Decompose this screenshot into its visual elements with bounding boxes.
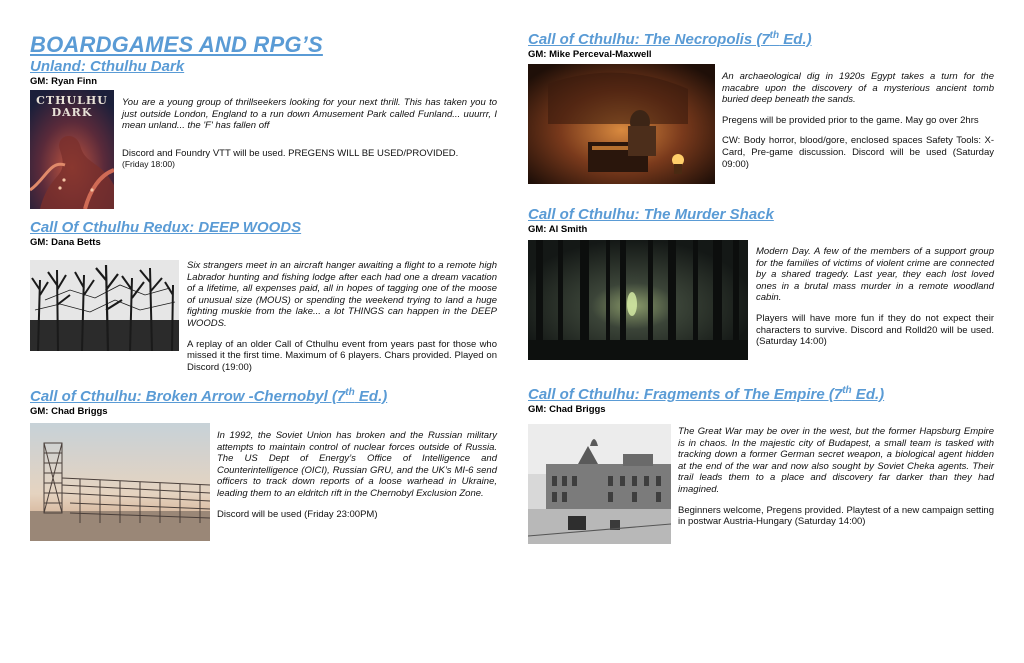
- event-details: Players will have more fun if they do not expect their characters to survive. Discord and Rolld20 will be used. (Saturday 14:00): [756, 312, 994, 348]
- event-description: The Great War may be over in the west, but the former Hapsburg Empire is in chaos. In the majestic city of Budapest, a small team is tasked with tracking down a former German secret weapon, a biological agent hidden at the end of the war and now also sought by Soviet Cheka agents. Their trail leads them to a place and discovery far darker than they had imagined.: [678, 426, 994, 495]
- event-unland-text: [122, 97, 497, 171]
- event-title: Call of Cthulhu: Broken Arrow -Chernobyl (7th Ed.): [30, 387, 388, 405]
- event-description: You are a young group of thrillseekers looking for your next thrill. This has taken you to just outside London, England to a run down Amusement Park called Funland... uuurrr, I mean unland... the 'F' has fallen off: [122, 97, 497, 132]
- event-details: A replay of an older Call of Cthulhu event from years past for those who missed it the first time. Maximum of 6 players. Chars provided. Played on Discord (19:00): [187, 338, 497, 373]
- event-time: (Friday 18:00): [122, 159, 175, 170]
- event-broken-arrow: [30, 388, 387, 418]
- event-fragments-text: [678, 426, 994, 528]
- event-description: An archaeological dig in 1920s Egypt takes a turn for the macabre upon the discovery of a mysterious ancient tomb buried deep beneath the sands.: [722, 71, 994, 106]
- page-title: BOARDGAMES AND RPG’S: [30, 32, 323, 57]
- event-title: Unland: Cthulhu Dark: [30, 58, 185, 75]
- event-murder-shack: [528, 206, 774, 236]
- cthulhu-dark-cover-image: [30, 90, 114, 209]
- event-murder-shack-text: [756, 246, 994, 348]
- event-details-2: CW: Body horror, blood/gore, enclosed spaces Safety Tools: X-Card, Pre-game discussion. Discord will be used (Saturday 09:00): [722, 135, 994, 170]
- budapest-image: [528, 424, 671, 544]
- event-details: Discord will be used (Friday 23:00PM): [217, 508, 378, 520]
- event-necropolis: [528, 31, 812, 61]
- event-title: Call of Cthulhu: Fragments of The Empire (7th Ed.): [528, 385, 885, 403]
- event-deep-woods-text: [187, 260, 497, 373]
- event-unland: [30, 58, 184, 88]
- event-details: Discord and Foundry VTT will be used. PREGENS WILL BE USED/PROVIDED.: [122, 147, 459, 159]
- deep-woods-image: [30, 260, 179, 351]
- event-deep-woods: [30, 219, 301, 249]
- event-fragments: [528, 386, 884, 416]
- cover-title: CTHULHU DARK: [36, 94, 108, 119]
- murder-shack-image: [528, 240, 748, 360]
- event-description: Modern Day. A few of the members of a support group for the families of victims of violent crime are connected by a shared tragedy. Last year, they each lost loved ones in a brutal mass murder in a remote woodland cabin.: [756, 246, 994, 304]
- event-gm: GM: Dana Betts: [30, 237, 101, 248]
- event-gm: GM: Ryan Finn: [30, 76, 98, 87]
- necropolis-image: [528, 64, 715, 184]
- event-description: Six strangers meet in an aircraft hanger awaiting a flight to a remote high Labrador hunting and fishing lodge after each had one a dream vacation of a lifetime, all expenses paid, all in hopes of tagging one of the moose of unusual size (MOUS) or spending the weekend trying to land a huge fighting muskie from the lake... a lot THINGS can happen in the DEEP WOODS.: [187, 260, 497, 329]
- event-title: Call of Cthulhu: The Murder Shack: [528, 206, 774, 223]
- event-title: Call of Cthulhu: The Necropolis (7th Ed.): [528, 30, 812, 48]
- event-details: Beginners welcome, Pregens provided. Playtest of a new campaign setting in postwar Austria-Hungary (Saturday 14:00): [678, 504, 994, 528]
- event-gm: GM: Mike Perceval-Maxwell: [528, 49, 652, 60]
- event-gm: GM: Al Smith: [528, 224, 588, 235]
- event-gm: GM: Chad Briggs: [30, 406, 108, 417]
- event-broken-arrow-text: [217, 430, 497, 520]
- chernobyl-image: [30, 423, 210, 541]
- event-gm: GM: Chad Briggs: [528, 404, 606, 415]
- event-necropolis-text: [722, 71, 994, 170]
- event-details: Pregens will be provided prior to the game. May go over 2hrs: [722, 114, 979, 126]
- event-description: In 1992, the Soviet Union has broken and the Russian military attempts to maintain control of nuclear forces outside of Russia. The US Dept of Energy’s Office of Intelligence and Counterintelligence (OICI), Russian GRU, and the UK’s MI-6 send officers to track down reports of a loose warhead in Ukraine, leading them to an eldritch rift in the Chernobyl Exclusion Zone.: [217, 430, 497, 499]
- event-title: Call Of Cthulhu Redux: DEEP WOODS: [30, 219, 302, 236]
